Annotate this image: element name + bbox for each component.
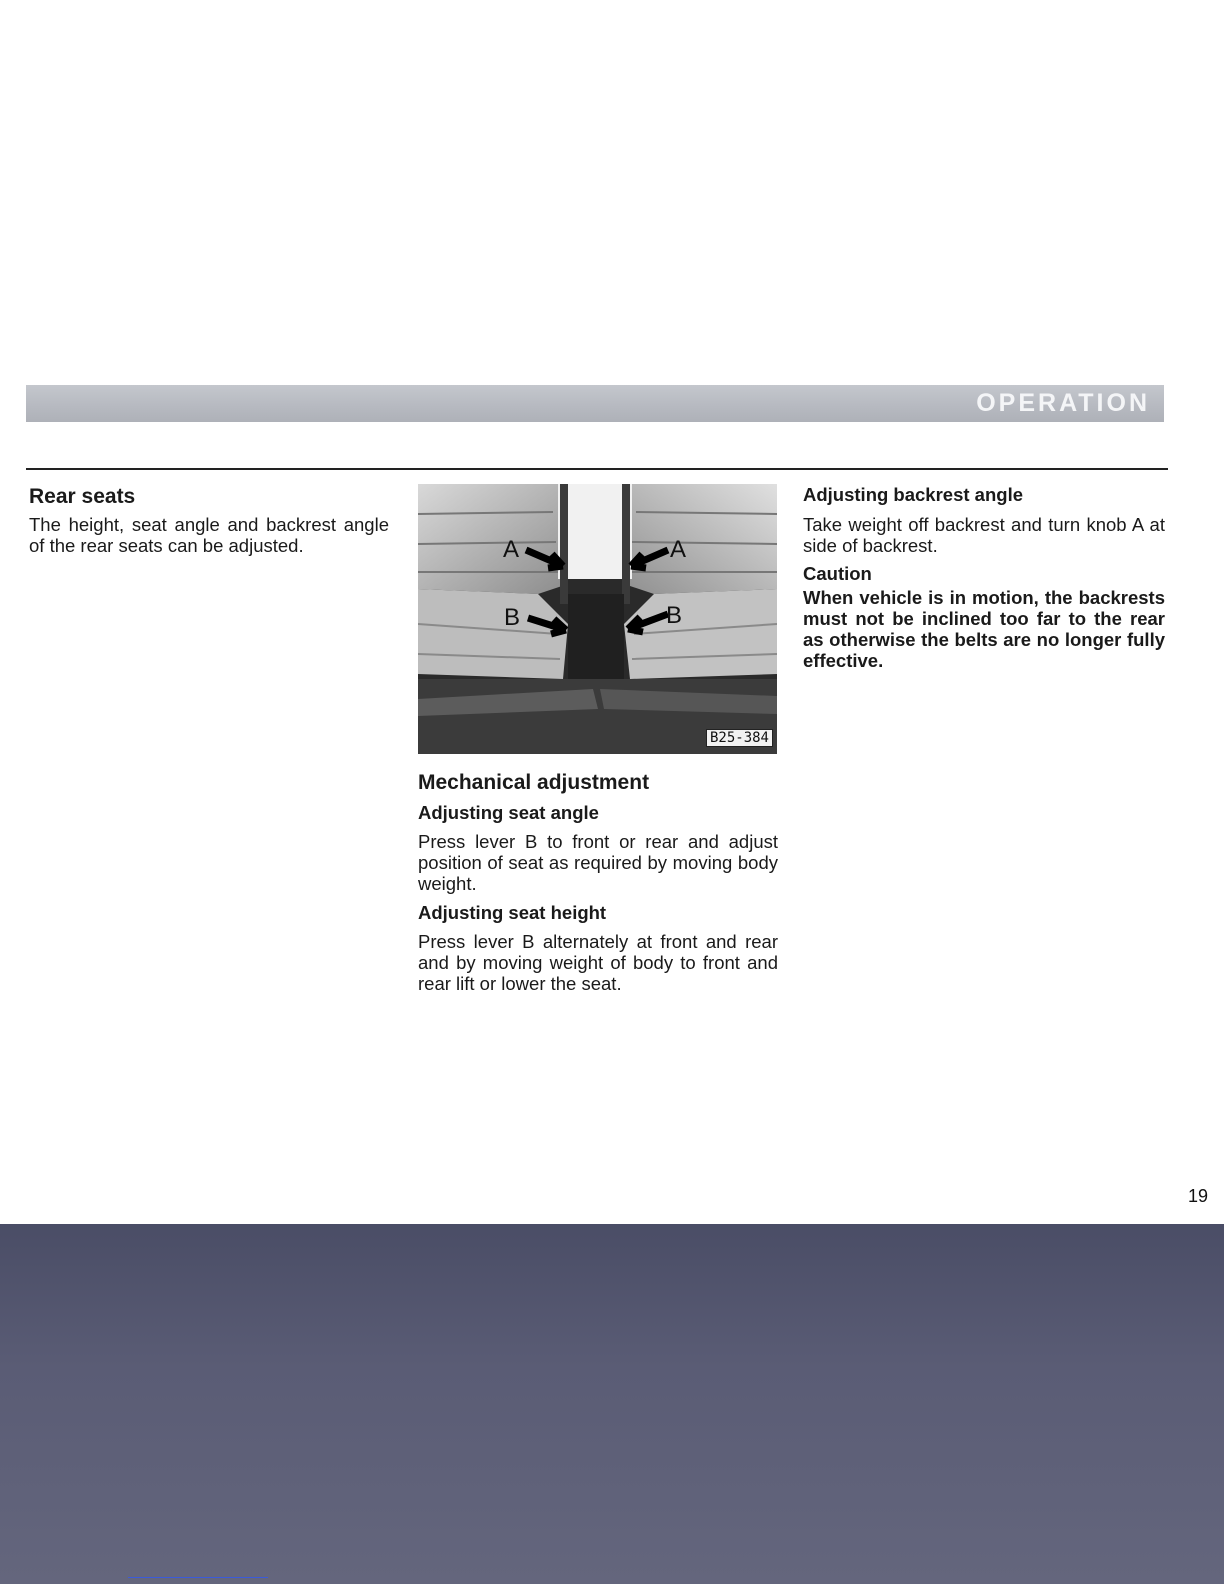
left-column (29, 482, 389, 556)
divider-rule (26, 468, 1168, 470)
page-number: 19 (1188, 1186, 1209, 1206)
rear-seats-heading: Rear seats (29, 485, 136, 508)
seat-illustration (418, 484, 777, 754)
seat-angle-text: Press lever B to front or rear and adjust position of seat as required by moving body weight. (418, 831, 778, 894)
caution-heading: Caution (803, 563, 872, 584)
seat-height-text: Press lever B alternately at front and rear and by moving weight of body to front and rear lift or lower the seat. (418, 931, 778, 994)
marker-a-left: A (503, 536, 520, 563)
marker-a-right: A (670, 536, 687, 563)
marker-b-left: B (504, 604, 521, 631)
scan-backdrop (0, 1224, 1224, 1584)
rear-seats-photo (418, 484, 777, 754)
backdrop-line (128, 1577, 268, 1578)
right-column (803, 482, 1165, 671)
seat-angle-subheading: Adjusting seat angle (418, 802, 599, 823)
caution-text: When vehicle is in motion, the backrests must not be inclined too far to the rear as otherwise the belts are no longer fully effective. (803, 587, 1165, 671)
backrest-angle-text: Take weight off backrest and turn knob A at side of backrest. (803, 514, 1165, 556)
marker-b-right: B (666, 602, 683, 629)
section-title: OPERATION (976, 389, 1150, 417)
mechanical-adjustment-heading: Mechanical adjustment (418, 771, 650, 794)
backrest-angle-subheading: Adjusting backrest angle (803, 484, 1023, 505)
rear-seats-intro: The height, seat angle and backrest angle of the rear seats can be adjusted. (29, 514, 389, 556)
section-banner (26, 385, 1164, 422)
seat-height-subheading: Adjusting seat height (418, 902, 607, 923)
middle-column (418, 484, 778, 994)
figure-label: B25-384 (706, 729, 773, 747)
